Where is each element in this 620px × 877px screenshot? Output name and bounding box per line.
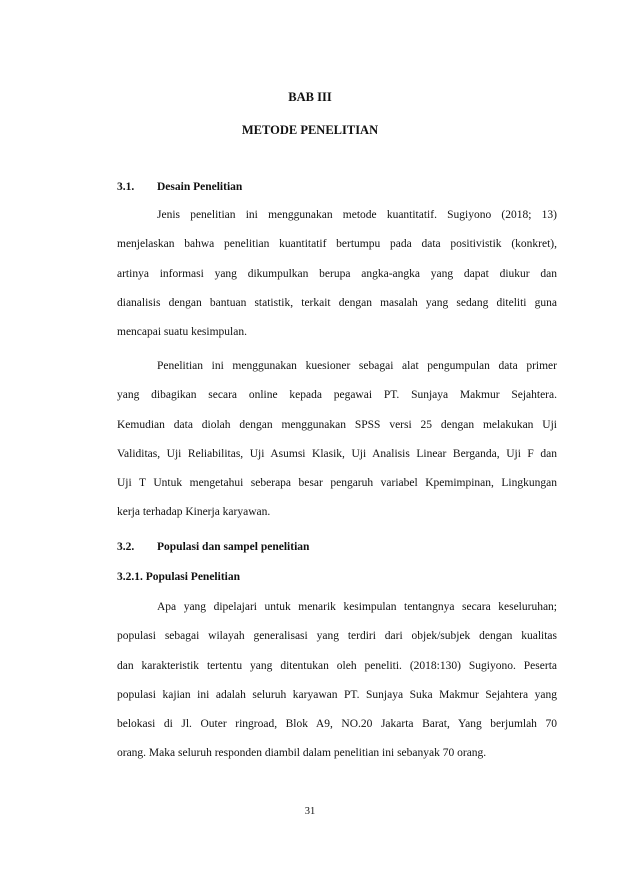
paragraph-populasi	[117, 599, 557, 775]
text-line: Uji T Untuk mengetahui seberapa besar pengaruh variabel Kpemimpinan, Lingkungan	[117, 477, 557, 490]
section-number: 3.1.	[117, 181, 135, 193]
section-heading-3-1	[117, 181, 242, 193]
text-line: populasi sebagai wilayah generalisasi yang terdiri dari objek/subjek dengan kualitas	[117, 630, 557, 643]
text-line: Apa yang dipelajari untuk menarik kesimpulan tentangnya secara keseluruhan;	[157, 601, 557, 613]
paragraph-desain-2	[117, 358, 557, 534]
text-line: populasi kajian ini adalah seluruh karyawan PT. Sunjaya Suka Makmur Sejahtera yang	[117, 688, 557, 701]
chapter-title: METODE PENELITIAN	[241, 123, 379, 137]
text-line: orang. Maka seluruh responden diambil dalam penelitian ini sebanyak 70 orang.	[117, 747, 487, 760]
section-number: 3.2.	[117, 541, 135, 553]
text-line: Kemudian data diolah dengan menggunakan SPSS versi 25 dengan melakukan Uji	[117, 418, 557, 431]
text-line: menjelaskan bahwa penelitian kuantitatif bertumpu pada data positivistik (konkret),	[117, 238, 557, 251]
text-line: Penelitian ini menggunakan kuesioner sebagai alat pengumpulan data primer	[157, 360, 557, 372]
text-line: dianalisis dengan bantuan statistik, terkait dengan masalah yang sedang diteliti guna	[117, 296, 557, 309]
paragraph-desain-1	[117, 207, 557, 353]
text-line: dan karakteristik tertentu yang ditentukan oleh peneliti. (2018:130) Sugiyono. Peserta	[117, 659, 557, 672]
section-title: Populasi dan sampel penelitian	[157, 541, 310, 553]
text-line: belokasi di Jl. Outer ringroad, Blok A9, NO.20 Jakarta Barat, Yang berjumlah 70	[117, 718, 557, 731]
text-line: mencapai suatu kesimpulan.	[117, 326, 247, 339]
text-line: Jenis penelitian ini menggunakan metode kuantitatif. Sugiyono (2018; 13)	[157, 209, 557, 221]
text-line: Validitas, Uji Reliabilitas, Uji Asumsi Klasik, Uji Analisis Linear Berganda, Uji F dan	[117, 447, 557, 460]
text-line: artinya informasi yang dikumpulkan berupa angka-angka yang dapat diukur dan	[117, 267, 557, 280]
text-line: kerja terhadap Kinerja karyawan.	[117, 506, 271, 519]
section-title: Desain Penelitian	[157, 181, 243, 193]
chapter-label: BAB III	[288, 90, 332, 104]
text-line: yang dibagikan secara online kepada pegawai PT. Sunjaya Makmur Sejahtera.	[117, 389, 557, 402]
section-heading-3-2	[117, 541, 309, 553]
page-number: 31	[304, 806, 316, 817]
section-heading-3-2-1: 3.2.1. Populasi Penelitian	[117, 571, 240, 583]
